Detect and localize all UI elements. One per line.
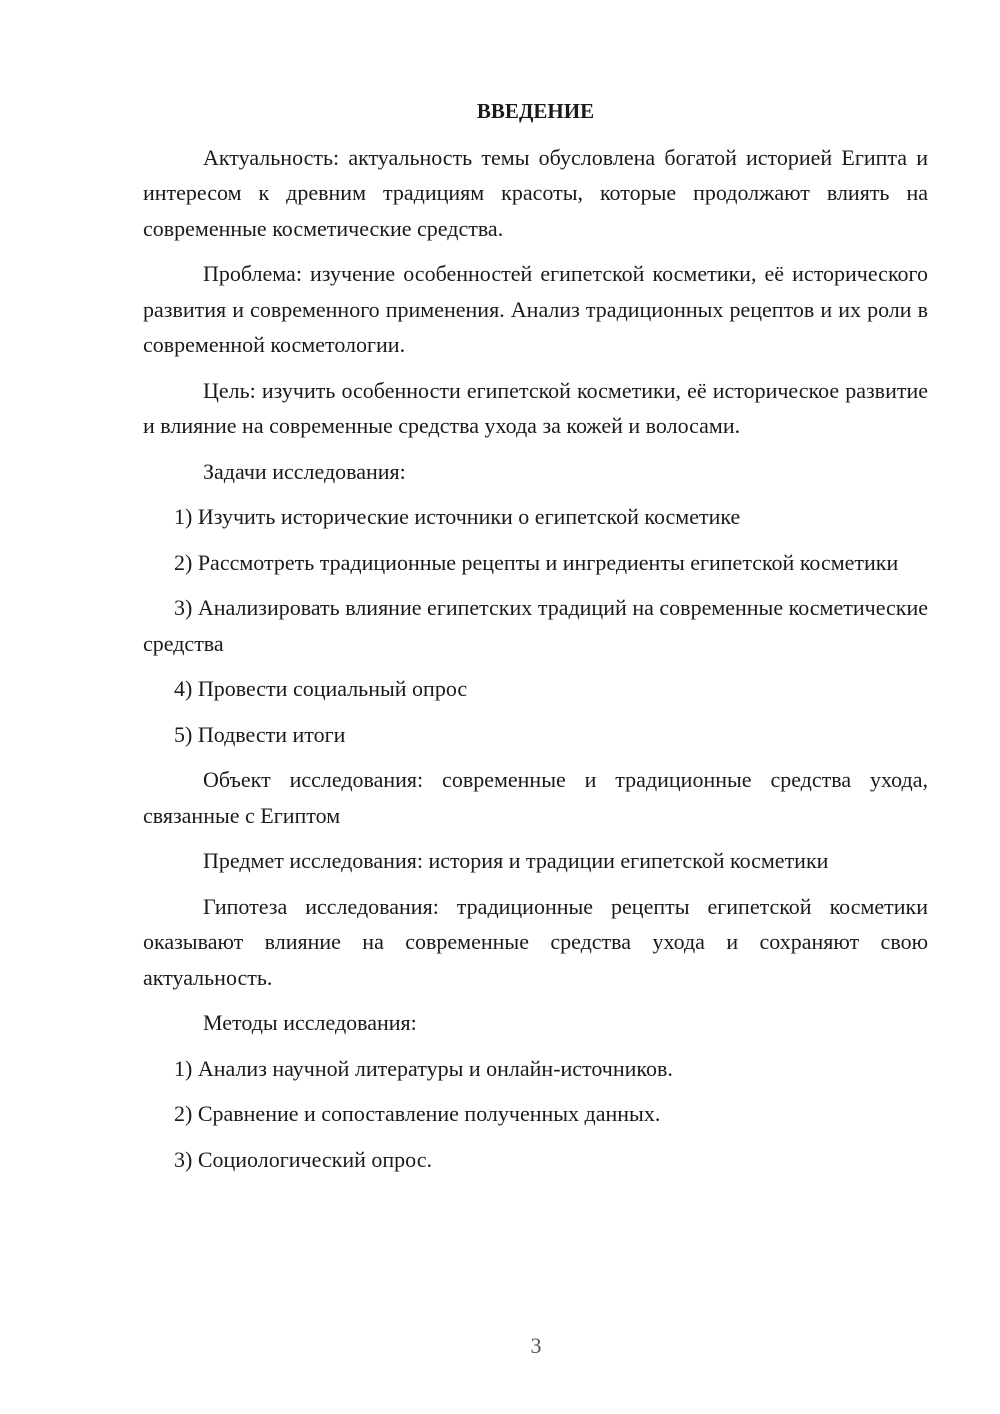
hypothesis-paragraph: Гипотеза исследования: традиционные рецепты египетской косметики оказывают влияние на современные средства ухода и сохраняют свою актуальность. <box>143 893 928 990</box>
methods-heading: Методы исследования: <box>203 1010 417 1035</box>
goal-paragraph: Цель: изучить особенности египетской косметики, её историческое развитие и влияние на современные средства ухода за кожей и волосами. <box>143 377 928 438</box>
tasks-heading: Задачи исследования: <box>203 458 406 484</box>
object-paragraph: Объект исследования: современные и традиционные средства ухода, связанные с Египтом <box>143 767 928 828</box>
task-item: 4) Провести социальный опрос <box>174 676 468 701</box>
page-number: 3 <box>530 1333 542 1358</box>
relevance-paragraph: Актуальность: актуальность темы обусловлена богатой историей Египта и интересом к древним традициям красоты, которые продолжают влиять на современные косметические средства. <box>143 144 928 241</box>
method-item: 3) Социологический опрос. <box>174 1146 432 1172</box>
document-body <box>143 94 928 1187</box>
task-item: 5) Подвести итоги <box>174 721 346 747</box>
method-item: 2) Сравнение и сопоставление полученных данных. <box>174 1101 661 1126</box>
problem-paragraph: Проблема: изучение особенностей египетской косметики, её исторического развития и современного применения. Анализ традиционных рецептов и их роли в современной косметологии. <box>143 261 928 357</box>
task-item: 1) Изучить исторические источники о египетской косметике <box>174 504 741 529</box>
subject-paragraph: Предмет исследования: история и традиции египетской косметики <box>203 848 829 873</box>
task-item: 2) Рассмотреть традиционные рецепты и ингредиенты египетской косметики <box>174 549 899 575</box>
task-item: 3) Анализировать влияние египетских традиций на современные косметические средства <box>143 595 928 656</box>
section-title: ВВЕДЕНИЕ <box>476 99 595 123</box>
method-item: 1) Анализ научной литературы и онлайн-источников. <box>174 1055 673 1081</box>
